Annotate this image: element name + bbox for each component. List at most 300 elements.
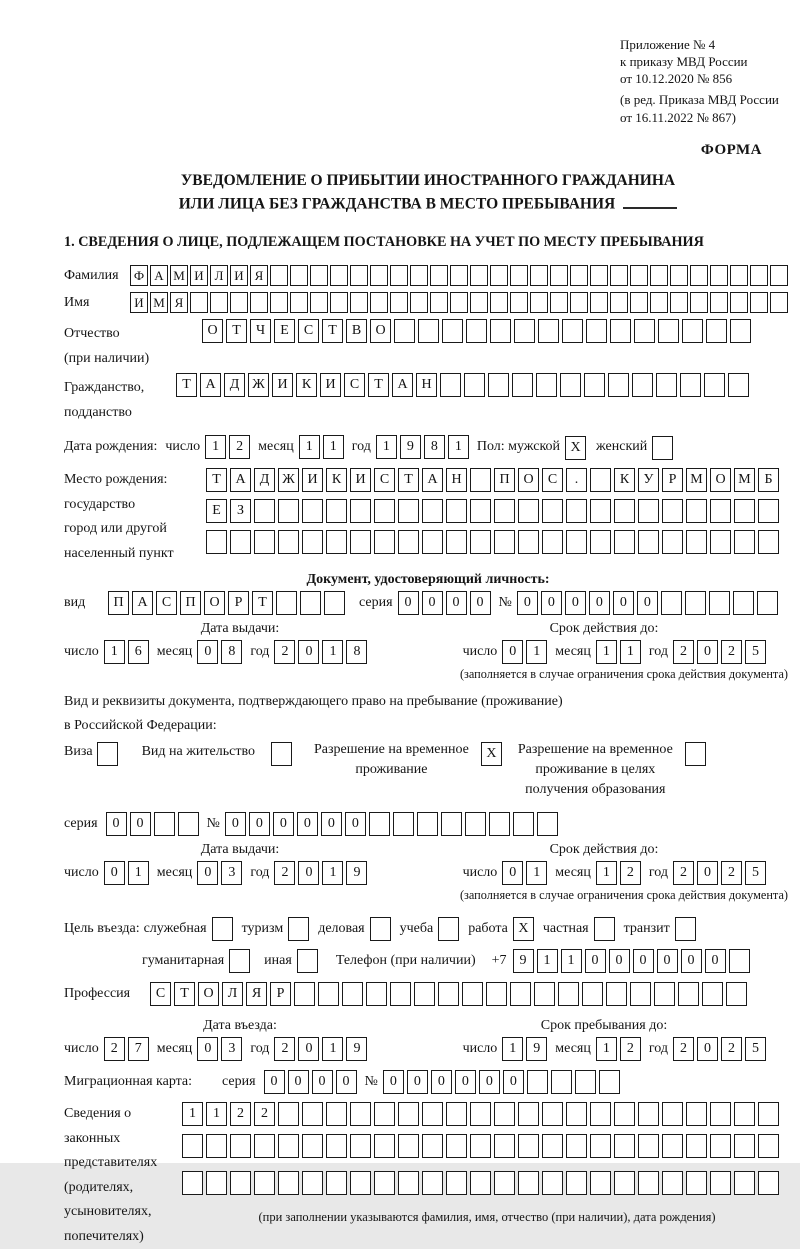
valid-day-boxes[interactable] [502, 640, 547, 664]
char-box[interactable] [350, 1102, 371, 1126]
doc-kind-boxes[interactable] [108, 591, 345, 615]
char-box[interactable] [654, 982, 675, 1006]
char-box[interactable] [690, 265, 708, 286]
char-box[interactable] [750, 265, 768, 286]
purpose-private-checkbox[interactable] [594, 917, 615, 941]
char-box[interactable] [350, 292, 368, 313]
char-box[interactable]: Р [270, 982, 291, 1006]
char-box[interactable] [586, 319, 607, 343]
char-box[interactable] [630, 982, 651, 1006]
char-box[interactable]: 0 [298, 1037, 319, 1061]
char-box[interactable]: 0 [502, 861, 523, 885]
char-box[interactable]: 1 [323, 435, 344, 459]
char-box[interactable] [154, 812, 175, 836]
char-box[interactable]: И [230, 265, 248, 286]
char-box[interactable] [662, 499, 683, 523]
char-box[interactable] [734, 499, 755, 523]
char-box[interactable] [638, 499, 659, 523]
visa-checkbox[interactable] [97, 742, 118, 766]
char-box[interactable]: 1 [526, 640, 547, 664]
char-box[interactable] [254, 499, 275, 523]
char-box[interactable] [350, 530, 371, 554]
char-box[interactable]: Д [224, 373, 245, 397]
char-box[interactable]: 9 [513, 949, 534, 973]
char-box[interactable] [414, 982, 435, 1006]
char-box[interactable] [704, 373, 725, 397]
char-box[interactable] [489, 812, 510, 836]
char-box[interactable] [374, 499, 395, 523]
char-box[interactable]: 3 [221, 861, 242, 885]
char-box[interactable] [680, 373, 701, 397]
char-box[interactable]: 0 [312, 1070, 333, 1094]
char-box[interactable] [734, 1134, 755, 1158]
char-box[interactable] [542, 1134, 563, 1158]
char-box[interactable] [290, 292, 308, 313]
char-box[interactable] [370, 292, 388, 313]
char-box[interactable]: 1 [128, 861, 149, 885]
char-box[interactable]: 0 [502, 640, 523, 664]
char-box[interactable] [466, 319, 487, 343]
char-box[interactable]: 0 [541, 591, 562, 615]
char-box[interactable] [566, 530, 587, 554]
char-box[interactable] [446, 530, 467, 554]
char-box[interactable] [518, 1134, 539, 1158]
char-box[interactable] [300, 591, 321, 615]
char-box[interactable]: 1 [620, 640, 641, 664]
char-box[interactable] [302, 530, 323, 554]
char-box[interactable] [326, 530, 347, 554]
char-box[interactable] [726, 982, 747, 1006]
char-box[interactable] [634, 319, 655, 343]
patronymic-boxes[interactable] [202, 319, 751, 343]
char-box[interactable] [350, 1134, 371, 1158]
char-box[interactable]: 8 [221, 640, 242, 664]
char-box[interactable]: . [566, 468, 587, 492]
char-box[interactable] [302, 1102, 323, 1126]
stay-valid-day-boxes[interactable] [502, 861, 547, 885]
char-box[interactable] [418, 319, 439, 343]
char-box[interactable]: 0 [197, 640, 218, 664]
char-box[interactable]: 2 [620, 861, 641, 885]
char-box[interactable] [638, 530, 659, 554]
char-box[interactable] [370, 265, 388, 286]
char-box[interactable]: Ч [250, 319, 271, 343]
char-box[interactable]: 0 [613, 591, 634, 615]
char-box[interactable] [518, 1171, 539, 1195]
char-box[interactable] [398, 499, 419, 523]
char-box[interactable] [518, 1102, 539, 1126]
char-box[interactable]: И [350, 468, 371, 492]
char-box[interactable]: К [296, 373, 317, 397]
char-box[interactable]: 2 [673, 1037, 694, 1061]
char-box[interactable]: 1 [596, 640, 617, 664]
birthplace-boxes-row1[interactable] [206, 468, 779, 492]
char-box[interactable] [610, 265, 628, 286]
char-box[interactable] [464, 373, 485, 397]
char-box[interactable] [470, 292, 488, 313]
char-box[interactable]: М [686, 468, 707, 492]
char-box[interactable] [662, 530, 683, 554]
char-box[interactable]: 0 [633, 949, 654, 973]
char-box[interactable] [230, 530, 251, 554]
char-box[interactable] [254, 530, 275, 554]
char-box[interactable] [510, 265, 528, 286]
char-box[interactable] [685, 591, 706, 615]
char-box[interactable] [310, 292, 328, 313]
stay-issue-day-boxes[interactable] [104, 861, 149, 885]
guardians-boxes-row1[interactable] [182, 1102, 779, 1126]
char-box[interactable]: 0 [197, 1037, 218, 1061]
entry-day-boxes[interactable] [104, 1037, 149, 1061]
char-box[interactable] [276, 591, 297, 615]
char-box[interactable] [638, 1134, 659, 1158]
char-box[interactable] [302, 1171, 323, 1195]
char-box[interactable] [610, 319, 631, 343]
char-box[interactable]: М [734, 468, 755, 492]
char-box[interactable] [422, 1171, 443, 1195]
char-box[interactable]: О [370, 319, 391, 343]
char-box[interactable] [440, 373, 461, 397]
char-box[interactable]: 0 [197, 861, 218, 885]
char-box[interactable] [638, 1102, 659, 1126]
purpose-official-checkbox[interactable] [212, 917, 233, 941]
char-box[interactable] [494, 499, 515, 523]
char-box[interactable] [410, 265, 428, 286]
char-box[interactable] [390, 982, 411, 1006]
doc-series-boxes[interactable] [398, 591, 491, 615]
char-box[interactable] [558, 982, 579, 1006]
char-box[interactable] [758, 1134, 779, 1158]
citizenship-boxes[interactable] [176, 373, 749, 397]
char-box[interactable]: 0 [697, 861, 718, 885]
char-box[interactable] [734, 1102, 755, 1126]
char-box[interactable]: 1 [322, 861, 343, 885]
char-box[interactable]: Т [176, 373, 197, 397]
char-box[interactable]: С [374, 468, 395, 492]
char-box[interactable]: 1 [596, 861, 617, 885]
char-box[interactable] [599, 1070, 620, 1094]
char-box[interactable]: О [198, 982, 219, 1006]
char-box[interactable] [318, 982, 339, 1006]
temp-residence-edu-checkbox[interactable] [685, 742, 706, 766]
char-box[interactable]: Т [206, 468, 227, 492]
char-box[interactable]: С [542, 468, 563, 492]
issue-year-boxes[interactable] [274, 640, 367, 664]
char-box[interactable] [537, 812, 558, 836]
char-box[interactable]: Т [174, 982, 195, 1006]
char-box[interactable] [710, 292, 728, 313]
purpose-work-checkbox[interactable]: X [513, 917, 534, 941]
char-box[interactable]: А [392, 373, 413, 397]
phone-boxes[interactable] [513, 949, 750, 973]
char-box[interactable] [450, 292, 468, 313]
birth-month-boxes[interactable] [299, 435, 344, 459]
char-box[interactable] [590, 499, 611, 523]
char-box[interactable] [374, 1134, 395, 1158]
char-box[interactable] [710, 265, 728, 286]
char-box[interactable] [614, 499, 635, 523]
entry-year-boxes[interactable] [274, 1037, 367, 1061]
birth-year-boxes[interactable] [376, 435, 469, 459]
char-box[interactable] [670, 265, 688, 286]
char-box[interactable] [614, 1134, 635, 1158]
char-box[interactable] [470, 265, 488, 286]
char-box[interactable] [570, 265, 588, 286]
char-box[interactable]: И [320, 373, 341, 397]
char-box[interactable] [350, 1171, 371, 1195]
char-box[interactable] [686, 1134, 707, 1158]
char-box[interactable] [302, 499, 323, 523]
char-box[interactable]: 2 [274, 1037, 295, 1061]
char-box[interactable] [490, 292, 508, 313]
char-box[interactable] [470, 499, 491, 523]
char-box[interactable]: 2 [673, 640, 694, 664]
char-box[interactable]: 0 [264, 1070, 285, 1094]
char-box[interactable]: 2 [254, 1102, 275, 1126]
char-box[interactable] [350, 499, 371, 523]
char-box[interactable]: И [272, 373, 293, 397]
guardians-boxes-row3[interactable] [182, 1171, 779, 1195]
char-box[interactable]: 1 [104, 640, 125, 664]
char-box[interactable] [614, 1171, 635, 1195]
char-box[interactable] [686, 499, 707, 523]
char-box[interactable] [326, 499, 347, 523]
char-box[interactable] [417, 812, 438, 836]
char-box[interactable]: Ф [130, 265, 148, 286]
char-box[interactable]: А [230, 468, 251, 492]
char-box[interactable] [661, 591, 682, 615]
char-box[interactable]: Ж [278, 468, 299, 492]
char-box[interactable] [330, 292, 348, 313]
migration-number-boxes[interactable] [383, 1070, 620, 1094]
char-box[interactable] [686, 1171, 707, 1195]
char-box[interactable]: 7 [128, 1037, 149, 1061]
char-box[interactable]: Д [254, 468, 275, 492]
char-box[interactable] [398, 1171, 419, 1195]
char-box[interactable] [446, 1134, 467, 1158]
char-box[interactable] [551, 1070, 572, 1094]
char-box[interactable]: Т [398, 468, 419, 492]
char-box[interactable]: Б [758, 468, 779, 492]
char-box[interactable]: 1 [537, 949, 558, 973]
char-box[interactable] [733, 591, 754, 615]
issue-day-boxes[interactable] [104, 640, 149, 664]
char-box[interactable] [758, 1102, 779, 1126]
char-box[interactable]: А [132, 591, 153, 615]
char-box[interactable]: Р [662, 468, 683, 492]
char-box[interactable] [514, 319, 535, 343]
char-box[interactable]: 0 [681, 949, 702, 973]
char-box[interactable]: 8 [424, 435, 445, 459]
char-box[interactable] [527, 1070, 548, 1094]
char-box[interactable]: 0 [249, 812, 270, 836]
char-box[interactable]: 1 [526, 861, 547, 885]
temp-residence-checkbox[interactable]: X [481, 742, 502, 766]
char-box[interactable]: 0 [446, 591, 467, 615]
char-box[interactable] [290, 265, 308, 286]
char-box[interactable] [441, 812, 462, 836]
char-box[interactable]: П [108, 591, 129, 615]
char-box[interactable] [614, 530, 635, 554]
char-box[interactable] [398, 530, 419, 554]
char-box[interactable]: 2 [229, 435, 250, 459]
char-box[interactable] [278, 1171, 299, 1195]
char-box[interactable] [470, 1102, 491, 1126]
char-box[interactable]: 0 [273, 812, 294, 836]
residence-permit-checkbox[interactable] [271, 742, 292, 766]
char-box[interactable] [494, 1102, 515, 1126]
char-box[interactable] [422, 530, 443, 554]
char-box[interactable] [566, 1102, 587, 1126]
char-box[interactable] [438, 982, 459, 1006]
purpose-study-checkbox[interactable] [438, 917, 459, 941]
char-box[interactable]: В [346, 319, 367, 343]
char-box[interactable]: У [638, 468, 659, 492]
char-box[interactable] [710, 530, 731, 554]
valid-year-boxes[interactable] [673, 640, 766, 664]
char-box[interactable] [366, 982, 387, 1006]
char-box[interactable] [230, 292, 248, 313]
char-box[interactable] [730, 292, 748, 313]
char-box[interactable]: 0 [345, 812, 366, 836]
char-box[interactable] [566, 1171, 587, 1195]
char-box[interactable] [734, 530, 755, 554]
purpose-humanitarian-checkbox[interactable] [229, 949, 250, 973]
char-box[interactable]: 0 [298, 861, 319, 885]
char-box[interactable] [490, 265, 508, 286]
stay-doc-series-boxes[interactable] [106, 812, 199, 836]
char-box[interactable]: 2 [721, 861, 742, 885]
char-box[interactable] [590, 265, 608, 286]
char-box[interactable] [210, 292, 228, 313]
char-box[interactable]: М [150, 292, 168, 313]
char-box[interactable]: 9 [400, 435, 421, 459]
char-box[interactable] [590, 1171, 611, 1195]
purpose-tourism-checkbox[interactable] [288, 917, 309, 941]
guardians-boxes-row2[interactable] [182, 1134, 779, 1158]
char-box[interactable]: С [298, 319, 319, 343]
char-box[interactable]: 0 [383, 1070, 404, 1094]
char-box[interactable] [462, 982, 483, 1006]
sex-female-checkbox[interactable] [652, 436, 673, 460]
char-box[interactable] [606, 982, 627, 1006]
char-box[interactable] [702, 982, 723, 1006]
char-box[interactable] [709, 591, 730, 615]
char-box[interactable] [710, 1134, 731, 1158]
char-box[interactable]: 0 [407, 1070, 428, 1094]
char-box[interactable] [470, 1171, 491, 1195]
birth-day-boxes[interactable] [205, 435, 250, 459]
char-box[interactable]: О [518, 468, 539, 492]
char-box[interactable] [446, 1171, 467, 1195]
char-box[interactable] [490, 319, 511, 343]
char-box[interactable] [538, 319, 559, 343]
purpose-other-checkbox[interactable] [297, 949, 318, 973]
char-box[interactable]: 2 [721, 640, 742, 664]
char-box[interactable] [650, 265, 668, 286]
char-box[interactable]: 0 [589, 591, 610, 615]
char-box[interactable] [369, 812, 390, 836]
char-box[interactable] [278, 499, 299, 523]
char-box[interactable] [534, 982, 555, 1006]
char-box[interactable]: 1 [376, 435, 397, 459]
char-box[interactable]: 0 [455, 1070, 476, 1094]
stay-until-month-boxes[interactable] [596, 1037, 641, 1061]
char-box[interactable]: 0 [697, 1037, 718, 1061]
char-box[interactable] [390, 265, 408, 286]
char-box[interactable] [710, 499, 731, 523]
char-box[interactable] [178, 812, 199, 836]
char-box[interactable] [446, 499, 467, 523]
char-box[interactable]: Е [206, 499, 227, 523]
char-box[interactable]: 2 [721, 1037, 742, 1061]
char-box[interactable] [494, 530, 515, 554]
issue-month-boxes[interactable] [197, 640, 242, 664]
char-box[interactable]: 1 [206, 1102, 227, 1126]
char-box[interactable]: 0 [705, 949, 726, 973]
char-box[interactable] [542, 1171, 563, 1195]
char-box[interactable]: И [190, 265, 208, 286]
char-box[interactable] [728, 373, 749, 397]
char-box[interactable] [254, 1171, 275, 1195]
char-box[interactable] [190, 292, 208, 313]
char-box[interactable] [630, 265, 648, 286]
char-box[interactable] [494, 1134, 515, 1158]
char-box[interactable] [710, 1171, 731, 1195]
char-box[interactable] [518, 530, 539, 554]
char-box[interactable] [590, 1102, 611, 1126]
char-box[interactable] [758, 1171, 779, 1195]
char-box[interactable]: 0 [585, 949, 606, 973]
char-box[interactable]: Е [274, 319, 295, 343]
char-box[interactable]: 0 [106, 812, 127, 836]
char-box[interactable] [730, 265, 748, 286]
char-box[interactable] [470, 1134, 491, 1158]
birthplace-boxes-row2[interactable] [206, 499, 779, 523]
char-box[interactable]: 0 [398, 591, 419, 615]
char-box[interactable] [590, 530, 611, 554]
char-box[interactable]: 3 [221, 1037, 242, 1061]
char-box[interactable]: 9 [526, 1037, 547, 1061]
char-box[interactable] [758, 530, 779, 554]
char-box[interactable]: А [150, 265, 168, 286]
birthplace-boxes-row3[interactable] [206, 530, 779, 554]
char-box[interactable]: 9 [346, 1037, 367, 1061]
char-box[interactable] [686, 530, 707, 554]
char-box[interactable] [560, 373, 581, 397]
char-box[interactable]: 0 [297, 812, 318, 836]
char-box[interactable]: 1 [299, 435, 320, 459]
char-box[interactable]: Н [416, 373, 437, 397]
char-box[interactable] [510, 982, 531, 1006]
char-box[interactable] [486, 982, 507, 1006]
char-box[interactable] [302, 1134, 323, 1158]
char-box[interactable] [650, 292, 668, 313]
char-box[interactable] [182, 1171, 203, 1195]
char-box[interactable]: З [230, 499, 251, 523]
char-box[interactable]: М [170, 265, 188, 286]
char-box[interactable] [494, 1171, 515, 1195]
char-box[interactable]: Т [322, 319, 343, 343]
char-box[interactable]: Т [368, 373, 389, 397]
char-box[interactable]: Т [226, 319, 247, 343]
char-box[interactable]: С [344, 373, 365, 397]
char-box[interactable]: 5 [745, 1037, 766, 1061]
char-box[interactable] [270, 265, 288, 286]
char-box[interactable] [206, 1134, 227, 1158]
char-box[interactable]: 0 [104, 861, 125, 885]
char-box[interactable] [446, 1102, 467, 1126]
